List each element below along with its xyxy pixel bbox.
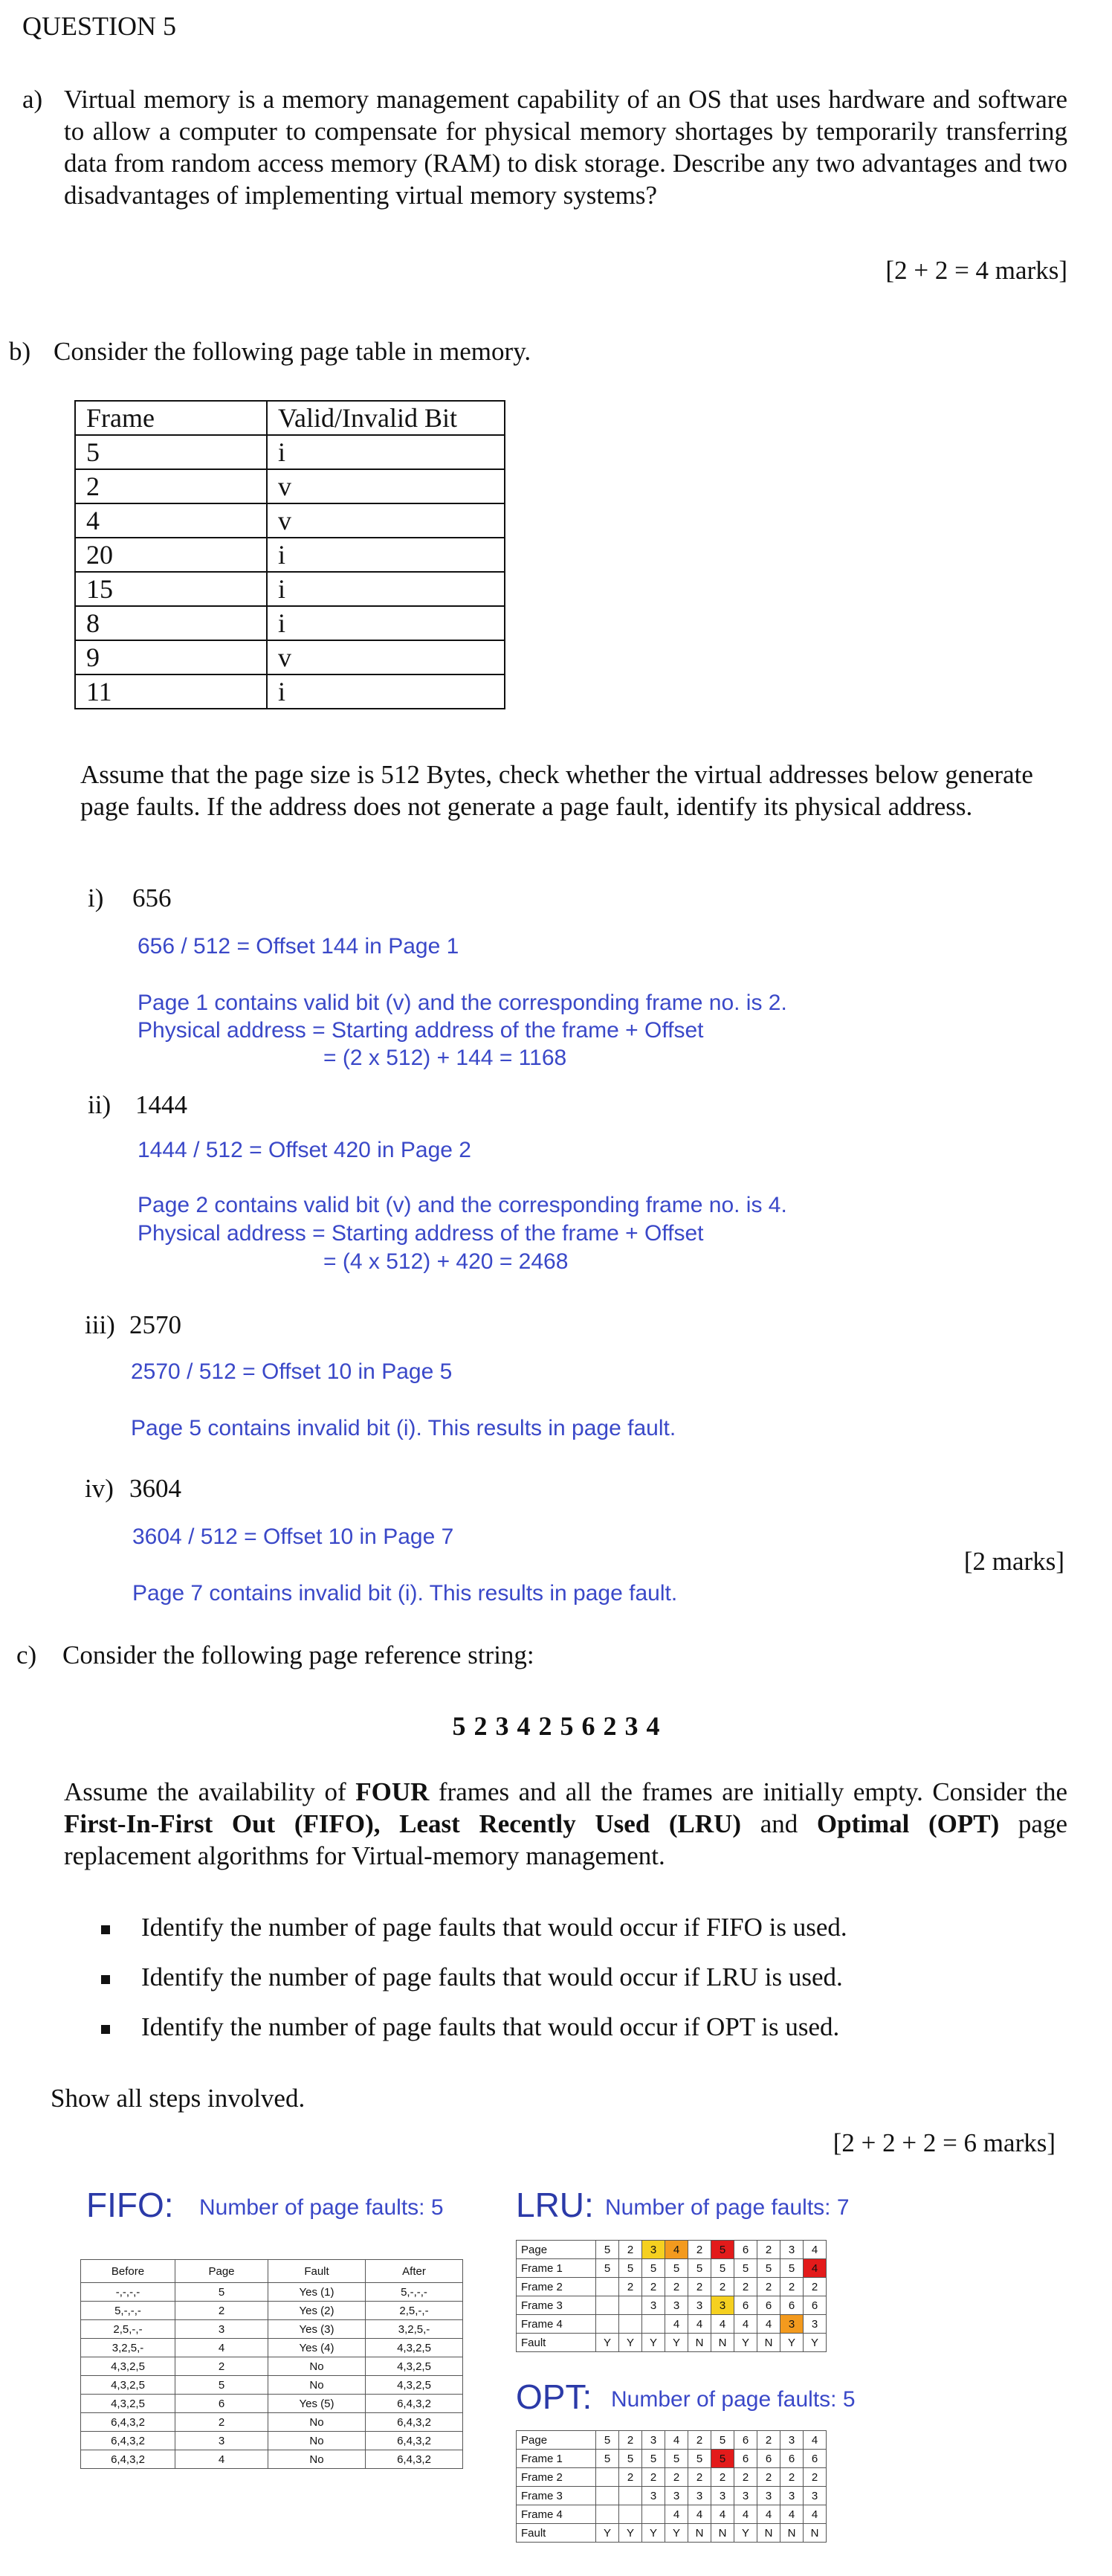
opt-row [517,2524,827,2543]
lru-cell: 4 [804,2259,827,2278]
opt-cell: 2 [757,2431,780,2450]
item-iv-value: 3604 [129,1474,181,1503]
page-table-frame-cell: 20 [75,538,267,572]
lru-cell [596,2296,619,2315]
page-table-frame-cell: 15 [75,572,267,606]
page-table-row [75,674,505,709]
lru-cell: 4 [665,2315,688,2334]
fifo-page-cell: 6 [175,2395,268,2413]
part-b-question: Assume that the page size is 512 Bytes, check whether the virtual addresses below generate page faults. If the address does not generate a page fault, identify its physical address. [80,760,1033,821]
page-table-bit-cell: i [267,538,505,572]
lru-cell: 6 [804,2296,827,2315]
page-table-row [75,572,505,606]
lru-row-label: Frame 4 [517,2315,596,2334]
opt-cell: 6 [804,2450,827,2468]
lru-faults: Number of page faults: 7 [605,2195,850,2220]
opt-cell: 2 [711,2468,734,2487]
lru-cell: N [757,2334,780,2352]
opt-row-label: Frame 4 [517,2505,596,2524]
lru-cell: 3 [780,2241,804,2259]
opt-cell: 2 [780,2468,804,2487]
fifo-after-cell: 6,4,3,2 [366,2395,463,2413]
fifo-before-cell: 2,5,-,- [81,2320,175,2339]
opt-cell: 3 [757,2487,780,2505]
fifo-after-cell: 2,5,-,- [366,2302,463,2320]
item-ii-answer-3: Physical address = Starting address of the frame + Offset [138,1221,704,1246]
lru-cell: 5 [780,2259,804,2278]
fifo-fault-cell: No [268,2357,366,2376]
opt-cell: 3 [642,2431,665,2450]
page-table-bit-cell: i [267,435,505,469]
fifo-before-cell: 6,4,3,2 [81,2450,175,2469]
part-a-text: Virtual memory is a memory management capability of an OS that uses hardware and software to allow a computer to compensate for physical memory shortages by temporarily transferring data from random access memory (RAM) to disk storage. Describe any two advantages and two disadvantages of implementing virtual memory systems? [64,85,1067,210]
lru-row-label: Frame 3 [517,2296,596,2315]
part-a-marks: [2 + 2 = 4 marks] [885,256,1067,285]
page-table-row [75,435,505,469]
opt-faults: Number of page faults: 5 [611,2387,856,2412]
page-table-row [75,469,505,503]
lru-title: LRU: [516,2186,594,2224]
lru-cell: 5 [619,2259,642,2278]
opt-cell: 4 [734,2505,757,2524]
opt-cell: N [804,2524,827,2543]
item-ii-value: 1444 [135,1090,187,1119]
lru-cell: 2 [688,2241,711,2259]
part-b-marks: [2 marks] [963,1547,1064,1576]
lru-cell: 4 [711,2315,734,2334]
item-i-value: 656 [132,883,172,912]
opt-cell: 4 [665,2505,688,2524]
fifo-header-page: Page [175,2260,268,2283]
item-iv-label: iv) [85,1474,114,1503]
lru-cell: 2 [665,2278,688,2296]
opt-cell: 4 [804,2431,827,2450]
question-title: QUESTION 5 [22,11,176,41]
lru-cell: 2 [757,2278,780,2296]
page-table-bit-cell: v [267,503,505,538]
fifo-page-cell: 3 [175,2320,268,2339]
opt-cell: 6 [734,2431,757,2450]
fifo-fault-cell: No [268,2376,366,2395]
fifo-after-cell: 6,4,3,2 [366,2432,463,2450]
lru-cell: 2 [642,2278,665,2296]
opt-row-label: Frame 2 [517,2468,596,2487]
opt-cell: 3 [734,2487,757,2505]
bullet-icon [101,1925,110,1934]
lru-cell [596,2315,619,2334]
lru-cell: Y [780,2334,804,2352]
fifo-row [81,2432,463,2450]
opt-cell [619,2487,642,2505]
lru-cell: 3 [642,2296,665,2315]
lru-cell: 5 [642,2259,665,2278]
lru-cell: 4 [688,2315,711,2334]
fifo-before-cell: 4,3,2,5 [81,2376,175,2395]
page-table-bit-cell: i [267,572,505,606]
opt-title: OPT: [516,2377,592,2416]
fifo-before-cell: 6,4,3,2 [81,2413,175,2432]
opt-cell: 3 [804,2487,827,2505]
lru-cell: 2 [780,2278,804,2296]
reference-string: 5 2 3 4 2 5 6 2 3 4 [452,1711,660,1741]
fifo-before-cell: 5,-,-,- [81,2302,175,2320]
fifo-after-cell: 6,4,3,2 [366,2413,463,2432]
item-i-answer-1: 656 / 512 = Offset 144 in Page 1 [138,934,459,959]
bullet-icon [101,2025,110,2034]
opt-cell: 4 [665,2431,688,2450]
lru-cell: 5 [596,2259,619,2278]
fifo-after-cell: 4,3,2,5 [366,2339,463,2357]
fifo-row [81,2320,463,2339]
part-a-label: a) [22,85,43,114]
fifo-header-fault: Fault [268,2260,366,2283]
page-table-bit-cell: i [267,606,505,640]
opt-cell: Y [642,2524,665,2543]
fifo-fault-cell: Yes (4) [268,2339,366,2357]
fifo-before-cell: 4,3,2,5 [81,2357,175,2376]
fifo-before-cell: 4,3,2,5 [81,2395,175,2413]
lru-row [517,2334,827,2352]
lru-cell: 6 [757,2296,780,2315]
fifo-row [81,2283,463,2302]
lru-cell [596,2278,619,2296]
fifo-row [81,2413,463,2432]
lru-cell: 4 [757,2315,780,2334]
page-table-bit-cell: v [267,469,505,503]
fifo-page-cell: 4 [175,2339,268,2357]
lru-cell: 3 [711,2296,734,2315]
opt-cell: 4 [688,2505,711,2524]
lru-cell: 3 [804,2315,827,2334]
part-c-intro: Consider the following page reference string: [62,1640,534,1669]
opt-cell: 3 [688,2487,711,2505]
fifo-fault-cell: Yes (1) [268,2283,366,2302]
opt-cell [642,2505,665,2524]
lru-cell: 3 [642,2241,665,2259]
lru-cell: Y [734,2334,757,2352]
lru-cell: 6 [780,2296,804,2315]
fifo-page-cell: 5 [175,2283,268,2302]
opt-cell: 6 [757,2450,780,2468]
lru-cell: 3 [665,2296,688,2315]
opt-cell: N [711,2524,734,2543]
opt-row-label: Frame 1 [517,2450,596,2468]
opt-cell [596,2505,619,2524]
fifo-page-cell: 3 [175,2432,268,2450]
page-table-header-valid: Valid/Invalid Bit [267,401,505,435]
fifo-fault-cell: Yes (3) [268,2320,366,2339]
item-iii-value: 2570 [129,1310,181,1339]
fifo-before-cell: 6,4,3,2 [81,2432,175,2450]
fifo-row [81,2376,463,2395]
fifo-fault-cell: Yes (2) [268,2302,366,2320]
opt-row-label: Frame 3 [517,2487,596,2505]
part-c-paragraph: Assume the availability of FOUR frames and all the frames are initially empty. Consider the First-In-First Out (FIFO), Least Recently Used (LRU) and Optimal (OPT) page replacement algorithms for Virtual-memory management. [64,1777,1067,1870]
opt-cell: 6 [780,2450,804,2468]
opt-cell: Y [619,2524,642,2543]
item-ii-answer-1: 1444 / 512 = Offset 420 in Page 2 [138,1138,471,1162]
opt-cell: 2 [734,2468,757,2487]
lru-cell: 5 [688,2259,711,2278]
lru-cell: 5 [757,2259,780,2278]
lru-cell [619,2296,642,2315]
opt-cell: 5 [665,2450,688,2468]
page-table-frame-cell: 9 [75,640,267,674]
part-b-label: b) [9,337,31,366]
lru-cell: 5 [711,2241,734,2259]
page-table-bit-cell: i [267,674,505,709]
opt-cell [596,2487,619,2505]
opt-cell: 4 [711,2505,734,2524]
lru-row-label: Page [517,2241,596,2259]
lru-cell: 4 [665,2241,688,2259]
item-iv-answer-1: 3604 / 512 = Offset 10 in Page 7 [132,1524,454,1549]
bullet-icon [101,1975,110,1984]
page-table-frame-cell: 8 [75,606,267,640]
page-table [74,400,505,709]
opt-cell: 5 [642,2450,665,2468]
lru-cell: 3 [688,2296,711,2315]
fifo-row [81,2339,463,2357]
fifo-row [81,2357,463,2376]
lru-cell [619,2315,642,2334]
page-table-row [75,538,505,572]
opt-cell: 4 [757,2505,780,2524]
lru-cell [642,2315,665,2334]
fifo-fault-cell: Yes (5) [268,2395,366,2413]
opt-cell: 3 [780,2487,804,2505]
lru-cell: 4 [734,2315,757,2334]
opt-row [517,2487,827,2505]
fifo-header-before: Before [81,2260,175,2283]
item-i-label: i) [88,883,104,912]
fifo-faults: Number of page faults: 5 [199,2195,444,2220]
fifo-after-cell: 6,4,3,2 [366,2450,463,2469]
lru-cell: 5 [596,2241,619,2259]
lru-cell: 5 [711,2259,734,2278]
page-table-bit-cell: v [267,640,505,674]
page-table-frame-cell: 2 [75,469,267,503]
fifo-fault-cell: No [268,2450,366,2469]
bullet-lru: Identify the number of page faults that would occur if LRU is used. [101,1961,843,1993]
fifo-before-cell: 3,2,5,- [81,2339,175,2357]
lru-cell: Y [619,2334,642,2352]
lru-cell: N [711,2334,734,2352]
item-i-answer-2: Page 1 contains valid bit (v) and the corresponding frame no. is 2. [138,991,787,1015]
opt-row [517,2431,827,2450]
item-iii-label: iii) [85,1310,115,1339]
opt-cell: 4 [804,2505,827,2524]
item-iv-answer-2: Page 7 contains invalid bit (i). This results in page fault. [132,1581,678,1606]
opt-cell: 5 [688,2450,711,2468]
opt-cell: 5 [596,2450,619,2468]
lru-row-label: Frame 2 [517,2278,596,2296]
opt-cell: 2 [665,2468,688,2487]
fifo-table [80,2259,463,2469]
opt-cell: 3 [665,2487,688,2505]
opt-cell [596,2468,619,2487]
lru-cell: 2 [757,2241,780,2259]
lru-cell: 6 [734,2296,757,2315]
opt-cell: 5 [711,2431,734,2450]
opt-cell: 3 [780,2431,804,2450]
lru-cell: 2 [688,2278,711,2296]
opt-cell: 2 [642,2468,665,2487]
fifo-after-cell: 4,3,2,5 [366,2376,463,2395]
lru-cell: 2 [619,2241,642,2259]
lru-row-label: Frame 1 [517,2259,596,2278]
part-c-marks: [2 + 2 + 2 = 6 marks] [833,2128,1056,2157]
fifo-after-cell: 3,2,5,- [366,2320,463,2339]
opt-row [517,2505,827,2524]
opt-cell: Y [596,2524,619,2543]
item-i-answer-4: = (2 x 512) + 144 = 1168 [323,1046,567,1070]
fifo-after-cell: 4,3,2,5 [366,2357,463,2376]
page-table-row [75,640,505,674]
opt-row-label: Page [517,2431,596,2450]
page-table-frame-cell: 5 [75,435,267,469]
fifo-row [81,2302,463,2320]
opt-cell: Y [665,2524,688,2543]
page-table-frame-cell: 4 [75,503,267,538]
lru-cell: Y [596,2334,619,2352]
lru-cell: 5 [734,2259,757,2278]
lru-cell: 6 [734,2241,757,2259]
lru-cell: 2 [734,2278,757,2296]
lru-cell: 2 [804,2278,827,2296]
opt-cell: 6 [734,2450,757,2468]
lru-row [517,2296,827,2315]
bullet-fifo: Identify the number of page faults that would occur if FIFO is used. [101,1911,847,1943]
lru-cell: N [688,2334,711,2352]
lru-cell: Y [642,2334,665,2352]
opt-cell [619,2505,642,2524]
fifo-page-cell: 5 [175,2376,268,2395]
lru-row [517,2259,827,2278]
opt-row [517,2450,827,2468]
opt-cell: 3 [642,2487,665,2505]
page-table-frame-cell: 11 [75,674,267,709]
opt-cell: 3 [711,2487,734,2505]
fifo-page-cell: 2 [175,2357,268,2376]
fifo-page-cell: 2 [175,2302,268,2320]
lru-row [517,2241,827,2259]
part-c-label: c) [16,1640,37,1669]
opt-cell: 2 [619,2468,642,2487]
fifo-row [81,2395,463,2413]
fifo-header-after: After [366,2260,463,2283]
fifo-page-cell: 4 [175,2450,268,2469]
lru-table [516,2240,827,2352]
fifo-fault-cell: No [268,2432,366,2450]
opt-cell: 2 [688,2468,711,2487]
opt-cell: 5 [619,2450,642,2468]
opt-cell: N [757,2524,780,2543]
opt-cell: Y [734,2524,757,2543]
page-table-row [75,606,505,640]
item-i-answer-3: Physical address = Starting address of the frame + Offset [138,1018,704,1043]
item-ii-answer-2: Page 2 contains valid bit (v) and the corresponding frame no. is 4. [138,1193,787,1217]
bullet-opt: Identify the number of page faults that would occur if OPT is used. [101,2011,839,2043]
opt-cell: 5 [711,2450,734,2468]
lru-cell: 5 [665,2259,688,2278]
opt-cell: 2 [757,2468,780,2487]
fifo-fault-cell: No [268,2413,366,2432]
fifo-row [81,2450,463,2469]
item-ii-label: ii) [88,1090,111,1119]
opt-cell: 2 [804,2468,827,2487]
lru-row [517,2278,827,2296]
item-ii-answer-4: = (4 x 512) + 420 = 2468 [323,1249,569,1274]
lru-cell: 4 [804,2241,827,2259]
page-table-header-frame: Frame [75,401,267,435]
lru-cell: 3 [780,2315,804,2334]
opt-cell: 5 [596,2431,619,2450]
opt-cell: 2 [619,2431,642,2450]
page-table-row [75,503,505,538]
lru-cell: 2 [619,2278,642,2296]
opt-cell: N [780,2524,804,2543]
lru-row [517,2315,827,2334]
lru-row-label: Fault [517,2334,596,2352]
fifo-title: FIFO: [86,2186,174,2224]
opt-cell: N [688,2524,711,2543]
fifo-before-cell: -,-,-,- [81,2283,175,2302]
part-b-intro: Consider the following page table in memory. [54,337,531,366]
lru-cell: 2 [711,2278,734,2296]
opt-cell: 4 [780,2505,804,2524]
opt-cell: 2 [688,2431,711,2450]
opt-row [517,2468,827,2487]
opt-table [516,2430,827,2543]
opt-row-label: Fault [517,2524,596,2543]
lru-cell: Y [804,2334,827,2352]
item-iii-answer-2: Page 5 contains invalid bit (i). This results in page fault. [131,1416,676,1440]
lru-cell: Y [665,2334,688,2352]
fifo-page-cell: 2 [175,2413,268,2432]
show-steps: Show all steps involved. [51,2084,306,2113]
item-iii-answer-1: 2570 / 512 = Offset 10 in Page 5 [131,1359,453,1384]
fifo-after-cell: 5,-,-,- [366,2283,463,2302]
